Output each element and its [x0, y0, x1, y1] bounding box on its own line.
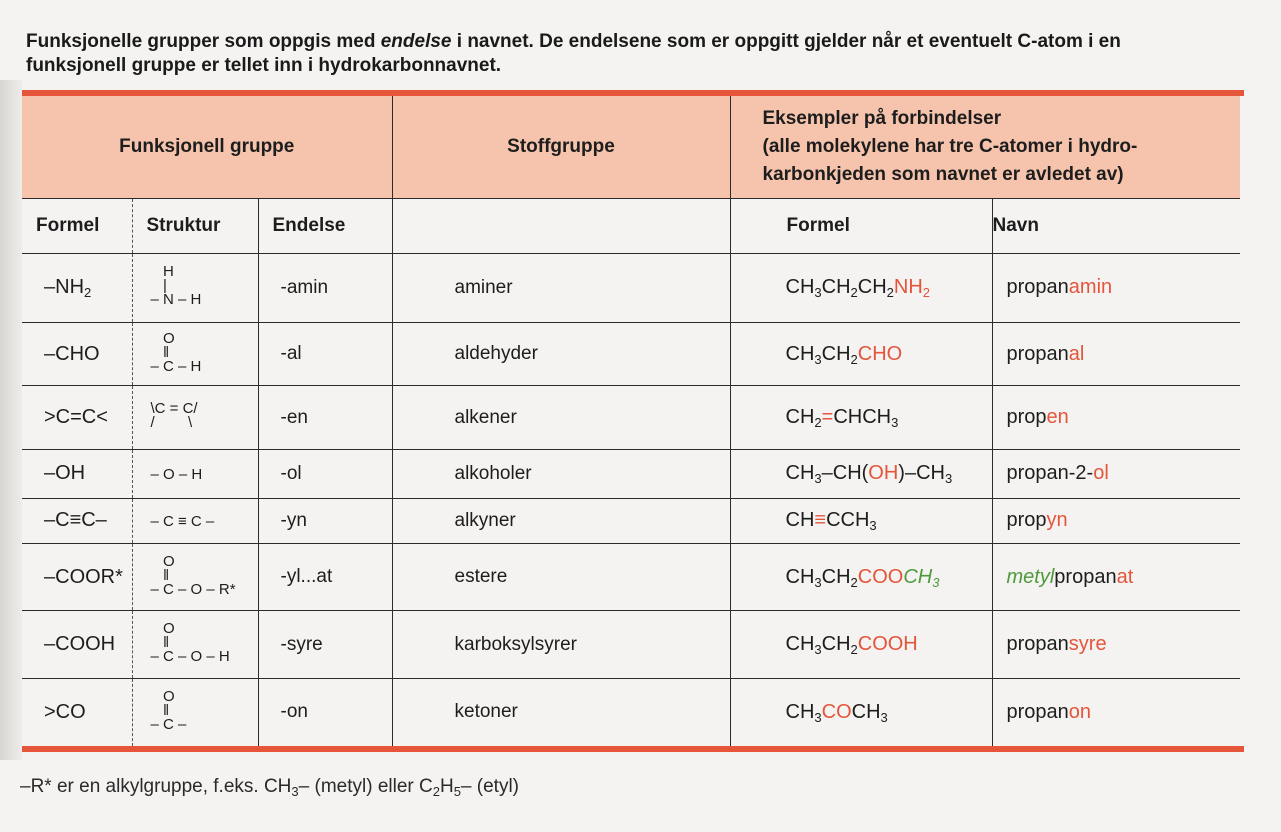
- example-formel-part: OH: [868, 462, 899, 485]
- row-stoffgruppe: karboksylsyrer: [392, 611, 730, 679]
- row-formel: [22, 323, 132, 386]
- row-example-navn: [992, 543, 1240, 611]
- header-stoffgruppe-blank: [392, 199, 730, 253]
- example-formel-part: 3: [814, 574, 822, 590]
- example-formel-part: CH: [785, 565, 815, 588]
- row-struktur: [132, 543, 258, 611]
- example-formel-part: CHO: [857, 342, 903, 365]
- page-gutter-shadow: [0, 80, 22, 760]
- row-example-navn: [992, 386, 1240, 449]
- example-formel-part: CH: [785, 342, 815, 365]
- example-formel-part: NH: [893, 276, 923, 299]
- row-example-formel: [730, 611, 992, 679]
- header-eksempler-line3: karbonkjeden som navnet er avledet av): [762, 164, 1124, 186]
- row-formel-text: >C=C<: [44, 406, 108, 429]
- example-navn-part: propan: [1054, 565, 1117, 588]
- example-formel-part: )–CH: [898, 462, 945, 485]
- example-formel-part: 3: [814, 471, 822, 487]
- row-endelse: -amin: [258, 253, 392, 323]
- row-struktur-text: O ‖ – C – O – H: [150, 620, 230, 666]
- row-stoffgruppe: aldehyder: [392, 323, 730, 386]
- example-formel-part: COO: [857, 565, 904, 588]
- example-navn-part: propan: [1006, 700, 1069, 723]
- header-endelse: Endelse: [258, 199, 392, 253]
- row-struktur-text: – O – H: [150, 465, 203, 483]
- row-struktur: [132, 323, 258, 386]
- row-stoffgruppe: alkyner: [392, 498, 730, 543]
- example-navn-part: propan: [1006, 342, 1069, 365]
- example-formel-part: 3: [814, 351, 822, 367]
- row-formel: [22, 543, 132, 611]
- footnote-text1: –R* er en alkylgruppe, f.eks. CH: [20, 776, 292, 797]
- footnote: [20, 776, 519, 798]
- row-struktur: [132, 386, 258, 449]
- example-formel-part: CH: [903, 565, 933, 588]
- row-struktur: [132, 253, 258, 323]
- example-navn-part: on: [1068, 700, 1092, 723]
- row-formel: [22, 498, 132, 543]
- footnote-text3: H: [439, 776, 454, 797]
- example-formel-part: =: [821, 406, 834, 429]
- row-example-navn: [992, 253, 1240, 323]
- row-stoffgruppe: aminer: [392, 253, 730, 323]
- intro-part1: Funksjonelle grupper som oppgis med: [26, 31, 381, 52]
- example-formel-part: 3: [814, 642, 822, 658]
- row-formel-text: –C≡C–: [44, 509, 107, 532]
- functional-groups-table-frame: [22, 90, 1244, 752]
- example-formel-part: CH: [785, 509, 815, 532]
- header-row-1: [22, 96, 1240, 199]
- header-funksjonell-gruppe: Funksjonell gruppe: [22, 96, 392, 199]
- footnote-sub2: 2: [432, 784, 440, 799]
- example-formel-part: CH: [785, 406, 815, 429]
- table-row: [22, 323, 1240, 386]
- row-example-formel: [730, 678, 992, 746]
- example-formel-part: 3: [869, 518, 877, 534]
- example-formel-part: CH: [821, 565, 851, 588]
- row-example-navn: [992, 678, 1240, 746]
- example-navn-part: at: [1116, 565, 1134, 588]
- example-formel-part: CH: [821, 342, 851, 365]
- example-formel-part: CH: [785, 462, 815, 485]
- row-example-formel: [730, 386, 992, 449]
- intro-text: [26, 30, 1206, 78]
- row-endelse: -ol: [258, 449, 392, 498]
- table-row: [22, 498, 1240, 543]
- example-formel-part: CH: [785, 276, 815, 299]
- example-navn-part: propan-2-: [1006, 462, 1094, 485]
- example-navn-part: metyl: [1006, 565, 1055, 588]
- row-example-formel: [730, 498, 992, 543]
- row-stoffgruppe: estere: [392, 543, 730, 611]
- functional-groups-table: [22, 96, 1240, 746]
- row-example-formel: [730, 543, 992, 611]
- row-endelse: -yl...at: [258, 543, 392, 611]
- header-eksempler-line1: Eksempler på forbindelser: [762, 108, 1002, 130]
- row-struktur-text: O ‖ – C –: [150, 687, 187, 733]
- example-formel-part: CCH: [826, 509, 870, 532]
- table-body: [22, 253, 1240, 746]
- table-row: [22, 543, 1240, 611]
- example-formel-part: CH: [785, 700, 815, 723]
- example-navn-part: propan: [1006, 276, 1069, 299]
- example-formel-part: 2: [850, 574, 858, 590]
- example-formel-part: CHCH: [833, 406, 892, 429]
- footnote-sub1: 3: [291, 784, 299, 799]
- example-navn-part: amin: [1068, 276, 1113, 299]
- row-formel: [22, 253, 132, 323]
- row-example-formel: [730, 253, 992, 323]
- row-struktur: [132, 449, 258, 498]
- row-formel-text: –COOR*: [44, 565, 123, 588]
- header-eksempler-line2: (alle molekylene har tre C-atomer i hydro-: [762, 136, 1138, 158]
- example-formel-part: CH: [851, 700, 881, 723]
- row-formel: [22, 611, 132, 679]
- header-struktur: Struktur: [132, 199, 258, 253]
- example-navn-part: syre: [1068, 633, 1107, 656]
- example-navn-part: prop: [1006, 406, 1047, 429]
- example-formel-part: CH: [785, 633, 815, 656]
- row-struktur-text: – C ≡ C –: [150, 512, 215, 530]
- header-formel-example: Formel: [730, 199, 992, 253]
- intro-emphasis: endelse: [380, 31, 452, 52]
- example-formel-part: 2: [922, 285, 930, 301]
- row-formel-text: >CO: [44, 700, 86, 723]
- footnote-sub3: 5: [453, 784, 461, 799]
- example-navn-part: propan: [1006, 633, 1069, 656]
- row-example-navn: [992, 498, 1240, 543]
- example-navn-part: al: [1068, 342, 1085, 365]
- example-formel-part: 2: [850, 351, 858, 367]
- header-navn: Navn: [992, 199, 1240, 253]
- row-example-navn: [992, 611, 1240, 679]
- row-struktur-text: H | – N – H: [150, 263, 202, 309]
- example-formel-part: CH: [821, 276, 851, 299]
- intro-part3: i navnet. De endelsene som er oppgitt gjelder når et eventuelt C-atom i en funksjonell gruppe er tellet inn i hydrokarbonnavnet.: [26, 31, 1121, 76]
- row-endelse: -syre: [258, 611, 392, 679]
- row-struktur-text: O ‖ – C – H: [150, 329, 202, 375]
- example-formel-part: 2: [850, 285, 858, 301]
- example-navn-part: yn: [1046, 509, 1068, 532]
- row-stoffgruppe: ketoner: [392, 678, 730, 746]
- row-endelse: -yn: [258, 498, 392, 543]
- row-stoffgruppe: alkener: [392, 386, 730, 449]
- example-formel-part: –CH(: [821, 462, 869, 485]
- example-navn-part: ol: [1093, 462, 1109, 485]
- table-row: [22, 611, 1240, 679]
- row-struktur-text: \C = C/ / \: [150, 400, 198, 432]
- example-formel-part: 3: [814, 709, 822, 725]
- footnote-text4: – (etyl): [460, 776, 519, 797]
- row-formel-text: –CHO: [44, 342, 100, 365]
- table-row: [22, 253, 1240, 323]
- example-formel-part: 2: [850, 642, 858, 658]
- row-endelse: -en: [258, 386, 392, 449]
- example-formel-part: CH: [821, 633, 851, 656]
- example-formel-part: 3: [814, 285, 822, 301]
- row-endelse: -on: [258, 678, 392, 746]
- row-formel: [22, 386, 132, 449]
- example-formel-part: 2: [886, 285, 894, 301]
- row-formel: [22, 678, 132, 746]
- row-formel: [22, 449, 132, 498]
- table-row: [22, 386, 1240, 449]
- example-formel-part: CH: [857, 276, 887, 299]
- example-formel-part: ≡: [814, 509, 827, 532]
- row-formel-text: –OH: [44, 462, 86, 485]
- example-formel-part: COOH: [857, 633, 918, 656]
- footnote-text2: – (metyl) eller C: [298, 776, 433, 797]
- row-example-navn: [992, 449, 1240, 498]
- example-navn-part: prop: [1006, 509, 1047, 532]
- row-example-formel: [730, 323, 992, 386]
- header-row-2: [22, 199, 1240, 253]
- header-eksempler: [730, 96, 1240, 199]
- example-navn-part: en: [1046, 406, 1069, 429]
- row-formel-sub: 2: [84, 285, 92, 301]
- row-endelse: -al: [258, 323, 392, 386]
- example-formel-part: 3: [932, 574, 940, 590]
- row-example-navn: [992, 323, 1240, 386]
- row-formel-text: –NH: [44, 276, 85, 299]
- table-row: [22, 678, 1240, 746]
- example-formel-part: 3: [891, 415, 899, 431]
- row-struktur-text: O ‖ – C – O – R*: [150, 552, 236, 598]
- row-struktur: [132, 611, 258, 679]
- row-stoffgruppe: alkoholer: [392, 449, 730, 498]
- row-struktur: [132, 498, 258, 543]
- example-formel-part: 2: [814, 415, 822, 431]
- header-formel: Formel: [22, 199, 132, 253]
- row-formel-text: –COOH: [44, 633, 116, 656]
- example-formel-part: CO: [821, 700, 852, 723]
- row-struktur: [132, 678, 258, 746]
- header-stoffgruppe: Stoffgruppe: [392, 96, 730, 199]
- row-example-formel: [730, 449, 992, 498]
- example-formel-part: 3: [880, 709, 888, 725]
- example-formel-part: 3: [944, 471, 953, 487]
- table-row: [22, 449, 1240, 498]
